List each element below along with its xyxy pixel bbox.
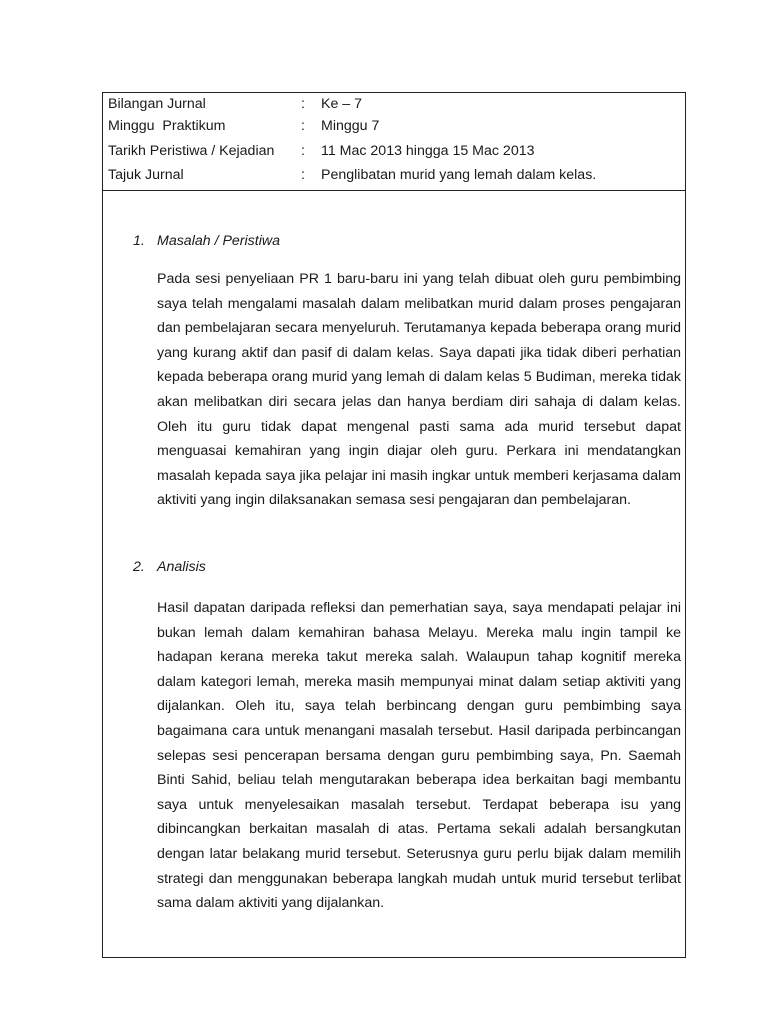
paragraph-line: Oleh itu guru tidak dapat mengenal pasti sama ada murid tersebut dapat — [157, 418, 681, 435]
paragraph-line: selepas sesi pencerapan bersama dengan guru pembimbing saya, Pn. Saemah — [157, 747, 681, 764]
paragraph-line: akan melibatkan diri secara jelas dan hanya berdiam diri sahaja di dalam kelas. — [157, 393, 681, 410]
header-label: Bilangan Jurnal — [108, 96, 206, 112]
section-title-analisis — [133, 557, 206, 577]
paragraph-line: hadapan kerana mereka takut mereka salah. Walaupun tahap kognitif mereka — [157, 649, 681, 666]
header-colon: : — [301, 96, 305, 112]
paragraph-line: dan pembelajaran secara menyeluruh. Terutamanya kepada beberapa orang murid — [157, 320, 681, 337]
header-label: Minggu Praktikum — [108, 118, 226, 134]
header-colon: : — [301, 167, 305, 183]
section-number: 1. — [133, 233, 145, 249]
paragraph-masalah — [157, 267, 681, 513]
section-title-text: Masalah / Peristiwa — [157, 233, 281, 249]
paragraph-line: bukan lemah dalam kemahiran bahasa Melayu. Mereka malu ingin tampil ke — [157, 624, 681, 641]
paragraph-line: menguasai kemahiran yang ingin diajar oleh guru. Perkara ini mendatangkan — [157, 443, 681, 460]
paragraph-line: kepada beberapa orang murid yang lemah di dalam kelas 5 Budiman, mereka tidak — [157, 369, 681, 386]
paragraph-line: Binti Sahid, beliau telah mengutarakan beberapa idea berkaitan bagi membantu — [157, 772, 681, 789]
paragraph-line: dijalankan. Oleh itu, saya telah berbincang dengan guru pembimbing saya — [157, 698, 681, 715]
header-value: Penglibatan murid yang lemah dalam kelas. — [321, 167, 597, 183]
header-row-minggu-praktikum — [103, 116, 685, 140]
paragraph-line: Hasil dapatan daripada refleksi dan pemerhatian saya, saya mendapati pelajar ini — [157, 600, 681, 616]
paragraph-line: dengan latar belakang murid tersebut. Seterusnya guru perlu bijak dalam memilih — [157, 845, 681, 862]
paragraph-line: bagaimana cara untuk menangani masalah tersebut. Hasil daripada perbincangan — [157, 722, 681, 739]
paragraph-line: saya untuk menyelesaikan masalah tersebut. Terdapat beberapa isu yang — [157, 796, 681, 813]
header-value: 11 Mac 2013 hingga 15 Mac 2013 — [321, 143, 535, 159]
header-row-tarikh-peristiwa — [103, 141, 685, 165]
section-number: 2. — [133, 559, 145, 575]
journal-header — [103, 93, 685, 191]
paragraph-line: strategi dan menggunakan beberapa langkah mudah untuk murid tersebut terlibat — [157, 870, 681, 887]
paragraph-line: Pada sesi penyeliaan PR 1 baru-baru ini yang telah dibuat oleh guru pembimbing — [157, 271, 681, 287]
paragraph-line: saya telah mengalami masalah dalam melibatkan murid dalam proses pengajaran — [157, 295, 681, 312]
journal-frame — [102, 92, 686, 958]
paragraph-line: aktiviti yang ingin dilaksanakan semasa sesi pengajaran dan pembelajaran. — [157, 492, 631, 509]
paragraph-line: dalam kategori lemah, mereka masih mempunyai minat dalam setiap aktiviti yang — [157, 673, 681, 690]
header-colon: : — [301, 143, 305, 159]
header-value: Minggu 7 — [321, 118, 380, 134]
paragraph-line: yang kurang aktif dan pasif di dalam kelas. Saya dapati jika tidak diberi perhatian — [157, 344, 681, 361]
header-row-bilangan-jurnal — [103, 94, 685, 118]
header-colon: : — [301, 118, 305, 134]
paragraph-line: sama dalam aktiviti yang dijalankan. — [157, 895, 385, 912]
header-label: Tarikh Peristiwa / Kejadian — [108, 143, 275, 159]
header-label: Tajuk Jurnal — [108, 167, 184, 183]
paragraph-analisis — [157, 596, 681, 916]
paragraph-line: masalah kepada saya jika pelajar ini masih ingkar untuk memberi kerjasama dalam — [157, 467, 681, 484]
header-row-tajuk-jurnal — [103, 165, 685, 189]
section-title-text: Analisis — [157, 559, 206, 575]
paragraph-line: dibincangkan berkaitan masalah di atas. Pertama sekali adalah bersangkutan — [157, 821, 681, 838]
header-value: Ke – 7 — [321, 96, 363, 112]
section-title-masalah — [133, 231, 280, 251]
